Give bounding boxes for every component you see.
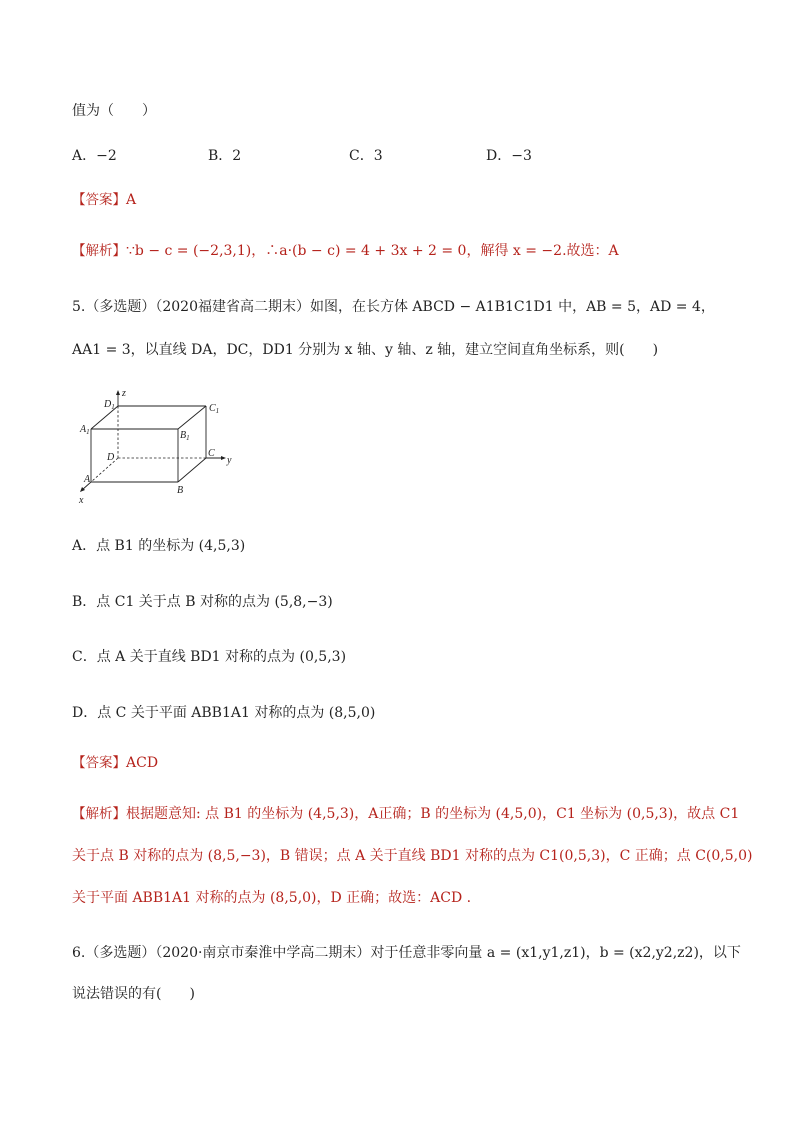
label-b: B (177, 485, 184, 496)
q4-option-a: A．−2 (72, 148, 117, 164)
analysis-tag: 【解析】 (72, 806, 126, 822)
q5-stem-line1: 5.（多选题）（2020福建省高二期末）如图，在长方体 ABCD − A1B1C1D1 中，AB = 5，AD = 4， (72, 299, 715, 315)
label-c: C (208, 448, 215, 459)
edge-b1-c1 (178, 406, 206, 429)
q4-analysis (72, 240, 619, 262)
q5-answer (72, 752, 158, 774)
label-b1: $B_1$ (180, 430, 190, 442)
q4-answer (72, 189, 136, 211)
answer-tag: 【答案】 (72, 192, 126, 208)
cuboid-figure (76, 386, 252, 506)
label-y: y (227, 455, 232, 466)
label-a: A (84, 474, 91, 485)
label-a1: $A_1$ (80, 424, 90, 436)
label-d1: $D_1$ (104, 399, 115, 411)
y-arrow (221, 456, 226, 460)
q5-analysis-line2: 关于点 B 对称的点为 (8,5,−3)，B 错误；点 A 关于直线 BD1 对称的点为 C1(0,5,3)，C 正确；点 C(0,5,0) (72, 848, 753, 864)
label-z: z (122, 388, 126, 399)
z-arrow (116, 390, 120, 395)
answer-value: A (126, 192, 137, 208)
analysis-tag: 【解析】 (72, 243, 126, 259)
q6-stem-line2: 说法错误的有( ) (72, 986, 195, 1002)
q5-option-d: D．点 C 关于平面 ABB1A1 对称的点为 (8,5,0) (72, 705, 376, 721)
answer-value: ACD (126, 755, 159, 771)
analysis-text: ∵b − c = (−2,3,1)，∴a·(b − c) = 4 + 3x + 2 = 0，解得 x = −2.故选：A (126, 243, 619, 259)
label-c1: $C_1$ (209, 403, 220, 415)
q5-analysis-line3: 关于平面 ABB1A1 对称的点为 (8,5,0)，D 正确；故选：ACD . (72, 890, 472, 906)
q5-option-c: C．点 A 关于直线 BD1 对称的点为 (0,5,3) (72, 649, 347, 665)
q5-stem-line2: AA1 = 3，以直线 DA，DC，DD1 分别为 x 轴、y 轴、z 轴，建立空间直角坐标系，则( ) (72, 342, 659, 358)
q4-option-b: B．2 (208, 148, 242, 164)
label-d: D (107, 452, 115, 463)
q5-analysis-line1 (72, 803, 739, 825)
edge-b-c (178, 458, 206, 482)
analysis-text: 根据题意知: 点 B1 的坐标为 (4,5,3)，A正确；B 的坐标为 (4,5,0)，C1 坐标为 (0,5,3)，故点 C1 (126, 806, 740, 822)
q6-stem-line1: 6.（多选题）（2020·南京市秦淮中学高二期末）对于任意非零向量 a = (x1,y1,z1)，b = (x2,y2,z2)，以下 (72, 945, 741, 961)
label-x: x (79, 495, 84, 506)
q4-option-d: D．−3 (486, 148, 532, 164)
q4-option-c: C．3 (349, 148, 383, 164)
q5-option-b: B．点 C1 关于点 B 对称的点为 (5,8,−3) (72, 594, 333, 610)
q4-stem-tail: 值为（ ） (72, 103, 156, 119)
q5-option-a: A．点 B1 的坐标为 (4,5,3) (72, 538, 246, 554)
answer-tag: 【答案】 (72, 755, 126, 771)
